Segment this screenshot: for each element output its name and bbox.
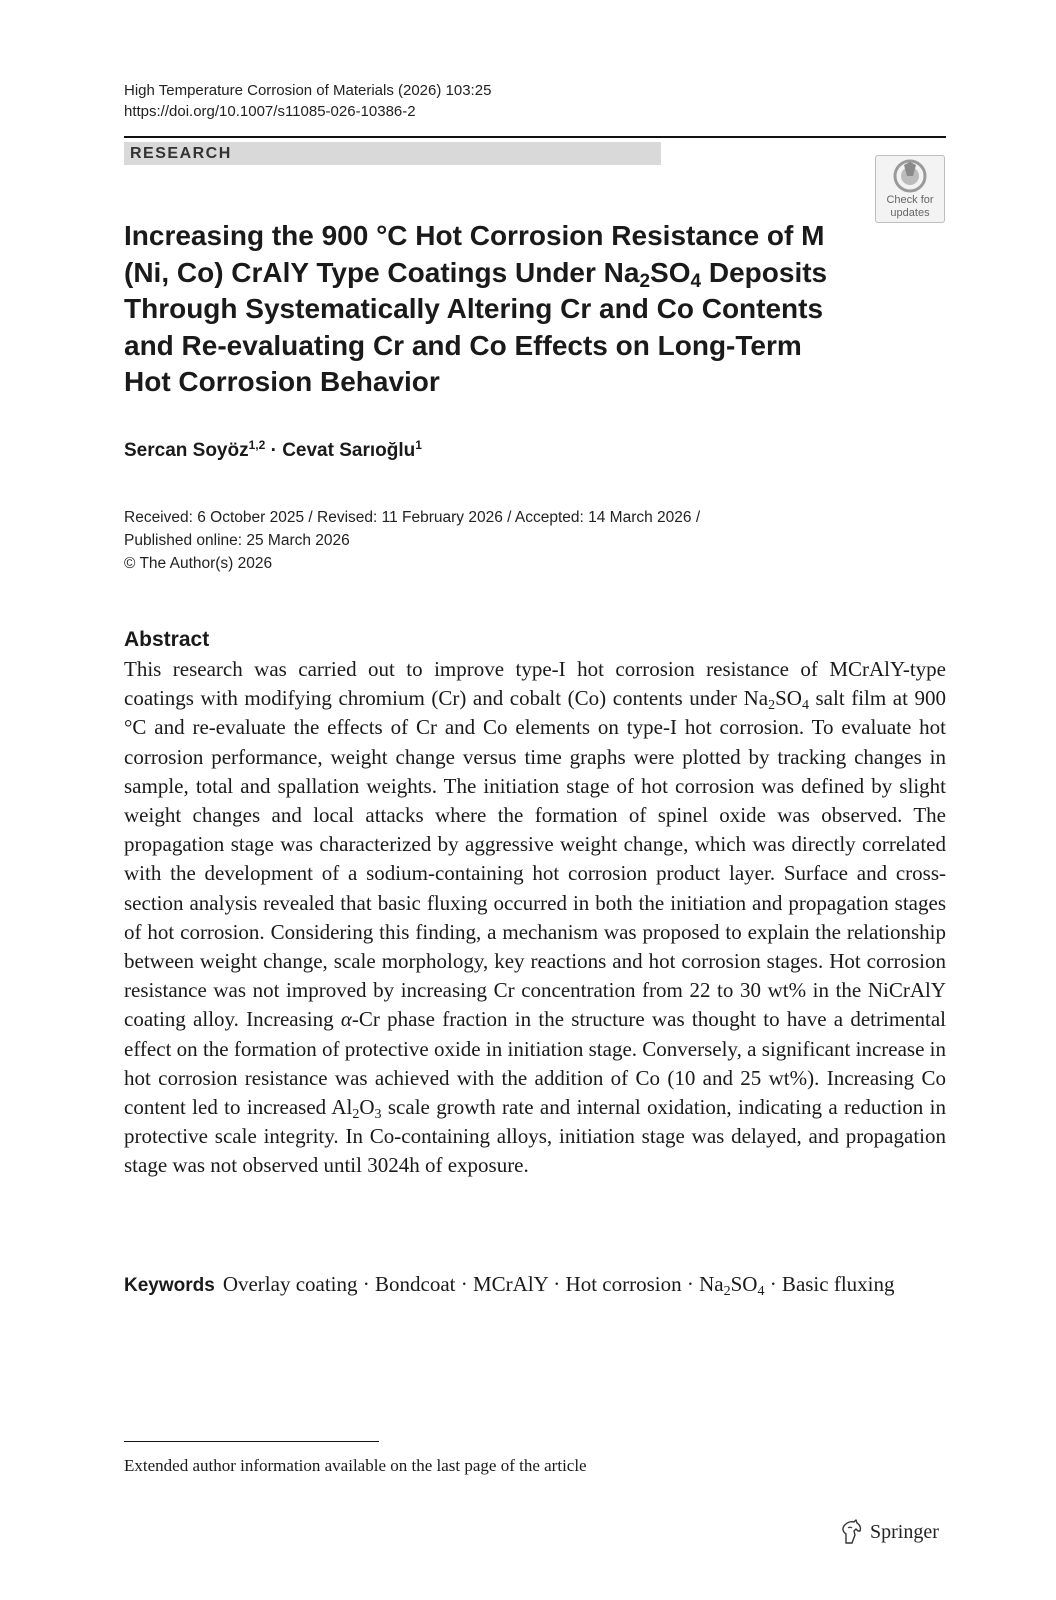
abstract-subscript: 3 (374, 1107, 382, 1123)
author-separator: · (265, 440, 283, 461)
abstract-segment: scale growth rate and internal oxidation, indicating a reduction in protective scale integrity. In Co-containing alloys, initiation stage was delayed, and propagation stage was not observed until 3024h of exposure. (124, 1095, 946, 1178)
journal-header (124, 80, 491, 122)
abstract-segment: O (359, 1095, 375, 1120)
footnote: Extended author information available on the last page of the article (124, 1456, 587, 1475)
springer-horse-icon (840, 1519, 864, 1545)
author-affiliation: 1 (415, 438, 422, 452)
abstract-text (124, 655, 946, 1181)
publisher-name: Springer (870, 1520, 939, 1543)
footnote-rule (124, 1441, 379, 1442)
alpha-symbol: α (340, 1007, 352, 1032)
keywords (124, 1270, 946, 1301)
dates-line: Received: 6 October 2025 / Revised: 11 February 2026 / Accepted: 14 March 2026 / (124, 509, 701, 526)
title-text-1: Increasing the 900 °C Hot Corrosion Resistance of M (Ni, Co) CrAlY Type Coatings Under Na (124, 220, 825, 288)
article-title (124, 218, 844, 401)
keywords-text: Overlay coating · Bondcoat · MCrAlY · Hot corrosion · Na (222, 1272, 724, 1296)
abstract-segment: SO (775, 686, 802, 711)
abstract-subscript: 4 (801, 698, 809, 714)
copyright-line: © The Author(s) 2026 (124, 555, 273, 572)
author-affiliation: 1,2 (248, 438, 266, 452)
header-rule (124, 136, 946, 138)
check-for-updates-icon (893, 159, 927, 193)
keywords-subscript: 4 (757, 1284, 765, 1299)
check-for-updates-badge[interactable] (875, 155, 945, 223)
author-name[interactable]: Cevat Sarıoğlu (282, 440, 416, 461)
title-subscript-2: 4 (690, 270, 702, 292)
journal-citation: High Temperature Corrosion of Materials (2026) 103:25 (124, 82, 492, 99)
abstract-segment: This research was carried out to improve type-I hot corrosion resistance of MCrAlY-type coatings with modifying chromium (Cr) and cobalt (Co) contents under Na (124, 657, 946, 711)
abstract-segment: salt film at 900 °C and re-evaluate the effects of Cr and Co elements on type-I hot corrosion. To evaluate hot corrosion performance, weight change versus time graphs were plotted by tracking changes in sample, total and spallation weights. The initiation stage of hot corrosion was defined by slight weight changes and local attacks where the formation of spinel oxide was observed. The propagation stage was characterized by aggressive weight change, which was directly correlated with the development of a sodium-containing hot corrosion product layer. Surface and cross-section analysis revealed that basic fluxing occurred in both the initiation and propagation stages of hot corrosion. Considering this finding, a mechanism was proposed to explain the relationship between weight change, scale morphology, key reactions and hot corrosion stages. Hot corrosion resistance was not improved by increasing Cr concentration from 22 to 30 wt% in the NiCrAlY coating alloy. Increasing (124, 686, 946, 1032)
section-label: RESEARCH (124, 142, 661, 165)
doi-link[interactable]: https://doi.org/10.1007/s11085-026-10386-2 (124, 103, 416, 120)
badge-line-2: updates (890, 207, 930, 219)
author-list (124, 440, 422, 462)
author-name[interactable]: Sercan Soyöz (124, 440, 249, 461)
title-text-2: SO (650, 256, 691, 288)
abstract-heading: Abstract (124, 628, 210, 651)
badge-line-1: Check for (886, 194, 934, 206)
abstract-segment: -Cr phase fraction in the structure was thought to have a detrimental effect on the formation of protective oxide in initiation stage. Conversely, a significant increase in hot corrosion resistance was achieved with the addition of Co (10 and 25 wt%). Increasing Co content led to increased Al (124, 1007, 946, 1120)
publication-dates (124, 506, 700, 575)
abstract-subscript: 2 (352, 1107, 360, 1123)
keywords-text: · Basic fluxing (764, 1272, 895, 1296)
keywords-text: SO (730, 1272, 758, 1296)
title-text-3: Deposits Through Systematically Altering Cr and Co Contents and Re-evaluating Cr and Co Effects on Long-Term Hot Corrosion Behavior (124, 256, 828, 397)
publisher-logo[interactable] (840, 1517, 939, 1547)
published-line: Published online: 25 March 2026 (124, 532, 350, 549)
title-subscript-1: 2 (639, 270, 651, 292)
abstract-subscript: 2 (768, 698, 776, 714)
keywords-label: Keywords (124, 1275, 215, 1296)
keywords-subscript: 2 (723, 1284, 731, 1299)
